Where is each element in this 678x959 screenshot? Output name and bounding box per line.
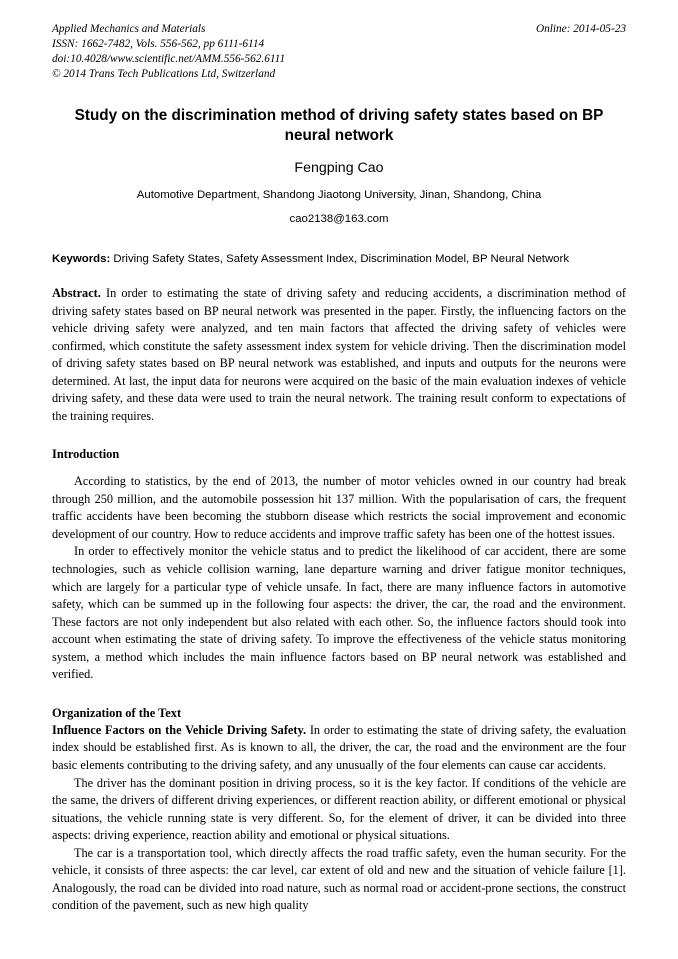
header-top-row — [52, 22, 626, 37]
subsection-intro-text: In order to estimating the state of driving safety, the evaluation index should be established first. As is known to all, the driver, the car, the road and the environment are the four basic elements contributing to the driving safety, and any unusually of the four elements can cause car accidents. — [52, 722, 626, 772]
online-date: Online: 2014-05-23 — [535, 23, 626, 35]
doi-line: doi:10.4028/www.scientific.net/AMM.556-562.6111 — [52, 52, 286, 65]
abstract-label: Abstract. — [52, 286, 101, 301]
intro-paragraph-2: In order to effectively monitor the vehicle status and to predict the likelihood of car accident, there are some technologies, such as vehicle collision warning, lane departure warning and driver fatigue monitor techniques, which are largely for a particular type of vehicle unsafe. In fact, there are many influence factors in automotive safety, which can be summed up in the following four aspects: the driver, the car, the road and the environment. These factors are not only independent but also related with each other. So, the influence factors should took into account when estimating the state of driving safety. To improve the effectiveness of the vehicle status monitoring system, a method which includes the main influence factors based on BP neural network was established and verified. — [52, 544, 626, 682]
author-email: cao2138@163.com — [289, 212, 389, 225]
subsection-heading-label: Influence Factors on the Vehicle Driving Safety. — [52, 722, 307, 737]
author-name: Fengping Cao — [294, 159, 384, 176]
section-heading-introduction: Introduction — [52, 447, 120, 462]
organization-paragraph-1: The driver has the dominant position in driving process, so it is the key factor. If conditions of the vehicle are the same, the drivers of different driving experiences, or different reaction ability, or different emotional or physical situations, the vehicle running state is very different. So, for the element of driver, it can be divided into three aspects: driving experience, reaction ability and emotional or physical situations. — [52, 775, 626, 843]
issn-line: ISSN: 1662-7482, Vols. 556-562, pp 6111-6114 — [52, 37, 265, 50]
abstract-text: In order to estimating the state of driving safety and reducing accidents, a discrimination method of driving safety states based on BP neural network was presented in the paper. Firstly, the influencing factors on the vehicle driving safety were analyzed, and ten main factors that affected the driving safety of vehicles were confirmed, which constitute the safety assessment index system for vehicle driving. Then the discrimination model of driving safety states based on BP neural network was established, and inputs and outputs for the neurons were determined. At last, the input data for neurons were acquired on the basic of the main evaluation indexes of vehicle driving safety, and these data were used to train the neural network. The training result conform to expectations of the training requires. — [52, 286, 627, 423]
page-header — [52, 22, 626, 82]
copyright-line: © 2014 Trans Tech Publications Ltd, Switzerland — [52, 67, 276, 80]
organization-paragraph-2: The car is a transportation tool, which directly affects the road traffic safety, even the human security. For the vehicle, it consists of three aspects: the car level, car extent of old and new and the situation of vehicle failure [1]. Analogously, the road can be divided into road nature, such as normal road or accident-prone sections, the construct condition of the pavement, such as new high quality — [52, 845, 626, 913]
subsection-influence-factors — [52, 722, 626, 775]
intro-paragraph-1: According to statistics, by the end of 2013, the number of motor vehicles owned in our country had break through 250 million, and the automobile possession hit 137 million. With the popularisation of cars, the frequent traffic accidents have been becoming the stubborn disease which restricts the social improvement and economic development of our country. How to reduce accidents and improve traffic safety has been one of the hottest issues. — [52, 474, 626, 541]
keywords-text: Driving Safety States, Safety Assessment Index, Discrimination Model, BP Neural Network — [113, 252, 570, 265]
section-heading-organization: Organization of the Text — [52, 705, 182, 720]
keywords-block — [52, 251, 626, 268]
author-affiliation: Automotive Department, Shandong Jiaotong University, Jinan, Shandong, China — [136, 188, 542, 201]
keywords-label: Keywords: — [52, 252, 111, 265]
abstract-block — [52, 285, 626, 425]
paper-title: Study on the discrimination method of driving safety states based on BP neural network — [74, 106, 604, 145]
journal-name: Applied Mechanics and Materials — [52, 23, 206, 35]
